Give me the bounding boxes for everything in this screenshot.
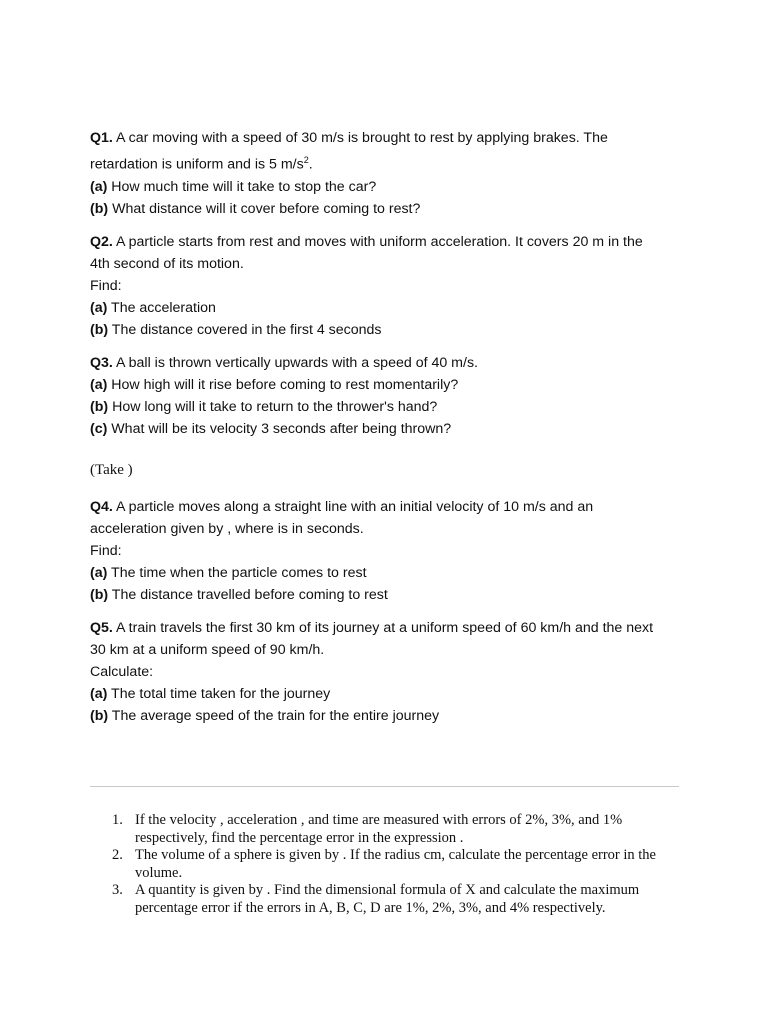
part-label: (a) <box>90 299 108 316</box>
list-item-text: percentage error if the errors in A, B, C, D are 1%, 2%, 3%, and 4% respectively. <box>135 899 606 916</box>
part-text: The acceleration <box>107 299 216 316</box>
question-5 <box>90 617 680 727</box>
list-item-text: If the velocity , acceleration , and time are measured with errors of 2%, 3%, and 1% <box>135 812 623 828</box>
part-label: (b) <box>90 586 109 603</box>
calculate-label: Calculate: <box>90 663 154 680</box>
part-text: What distance will it cover before coming to rest? <box>108 200 421 217</box>
part-text: The distance covered in the first 4 seconds <box>108 321 382 338</box>
question-text: A car moving with a speed of 30 m/s is brought to rest by applying brakes. The <box>112 130 608 146</box>
list-item-text: volume. <box>135 864 183 881</box>
document-body <box>90 127 680 738</box>
question-1 <box>90 127 680 220</box>
question-3 <box>90 352 680 440</box>
question-label: Q4. <box>90 498 113 515</box>
list-number: 1. <box>112 812 123 828</box>
question-text-line <box>90 496 680 518</box>
part-text: The time when the particle comes to rest <box>107 564 367 581</box>
part-label: (a) <box>90 376 108 393</box>
question-text: A particle starts from rest and moves with uniform acceleration. It covers 20 m in the <box>112 233 643 250</box>
numbered-question-list <box>90 812 680 917</box>
list-item-text: respectively, find the percentage error in the expression . <box>135 829 464 846</box>
question-part <box>90 683 680 705</box>
list-item-text: The volume of a sphere is given by . If the radius cm, calculate the percentage error in the <box>135 847 656 863</box>
question-text: A ball is thrown vertically upwards with a speed of 40 m/s. <box>112 354 478 371</box>
question-text: 30 km at a uniform speed of 90 km/h. <box>90 641 325 658</box>
question-text: retardation is uniform and is 5 m/s <box>90 156 304 173</box>
list-item-text: A quantity is given by . Find the dimensional formula of X and calculate the maximum <box>135 882 640 898</box>
question-part <box>90 418 680 440</box>
part-label: (b) <box>90 321 109 338</box>
question-label: Q5. <box>90 619 113 636</box>
question-2 <box>90 231 680 341</box>
list-number: 3. <box>112 882 123 898</box>
part-label: (a) <box>90 685 108 702</box>
question-part <box>90 374 680 396</box>
question-text-line <box>90 617 680 639</box>
question-part <box>90 396 680 418</box>
question-part <box>90 176 680 198</box>
question-part <box>90 705 680 727</box>
question-text: A train travels the first 30 km of its journey at a uniform speed of 60 km/h and the next <box>112 619 654 636</box>
part-text: What will be its velocity 3 seconds after being thrown? <box>107 420 452 437</box>
part-text: The distance travelled before coming to rest <box>108 586 388 603</box>
find-label: Find: <box>90 542 122 559</box>
question-part <box>90 562 680 584</box>
part-label: (b) <box>90 398 109 415</box>
horizontal-divider <box>90 786 679 787</box>
question-text-line <box>90 231 680 253</box>
part-label: (b) <box>90 707 109 724</box>
question-label: Q1. <box>90 130 113 146</box>
part-text: How long will it take to return to the thrower's hand? <box>108 398 438 415</box>
part-label: (c) <box>90 420 108 437</box>
part-label: (b) <box>90 200 109 217</box>
question-text-line <box>90 149 680 176</box>
find-label: Find: <box>90 277 122 294</box>
part-label: (a) <box>90 564 108 581</box>
list-item <box>90 812 680 847</box>
part-text: The average speed of the train for the entire journey <box>108 707 440 724</box>
question-part <box>90 319 680 341</box>
question-text: acceleration given by , where is in seconds. <box>90 520 364 537</box>
part-text: How much time will it take to stop the car? <box>107 178 377 195</box>
question-part <box>90 198 680 220</box>
question-text-line <box>90 253 680 275</box>
question-text-line <box>90 518 680 540</box>
question-text-line <box>90 639 680 661</box>
question-text: 4th second of its motion. <box>90 255 244 272</box>
question-text: A particle moves along a straight line with an initial velocity of 10 m/s and an <box>112 498 594 515</box>
question-part <box>90 297 680 319</box>
question-text-line <box>90 127 680 149</box>
list-number: 2. <box>112 847 123 863</box>
superscript: 2 <box>303 155 309 165</box>
part-text: How high will it rise before coming to rest momentarily? <box>107 376 459 393</box>
list-item <box>90 847 680 882</box>
punctuation: . <box>308 156 313 173</box>
part-text: The total time taken for the journey <box>107 685 331 702</box>
question-4 <box>90 496 680 606</box>
question-label: Q2. <box>90 233 113 250</box>
list-item <box>90 882 680 917</box>
question-text-line <box>90 352 680 374</box>
question-label: Q3. <box>90 354 113 371</box>
take-note: (Take ) <box>90 461 133 478</box>
part-label: (a) <box>90 178 108 195</box>
question-part <box>90 584 680 606</box>
